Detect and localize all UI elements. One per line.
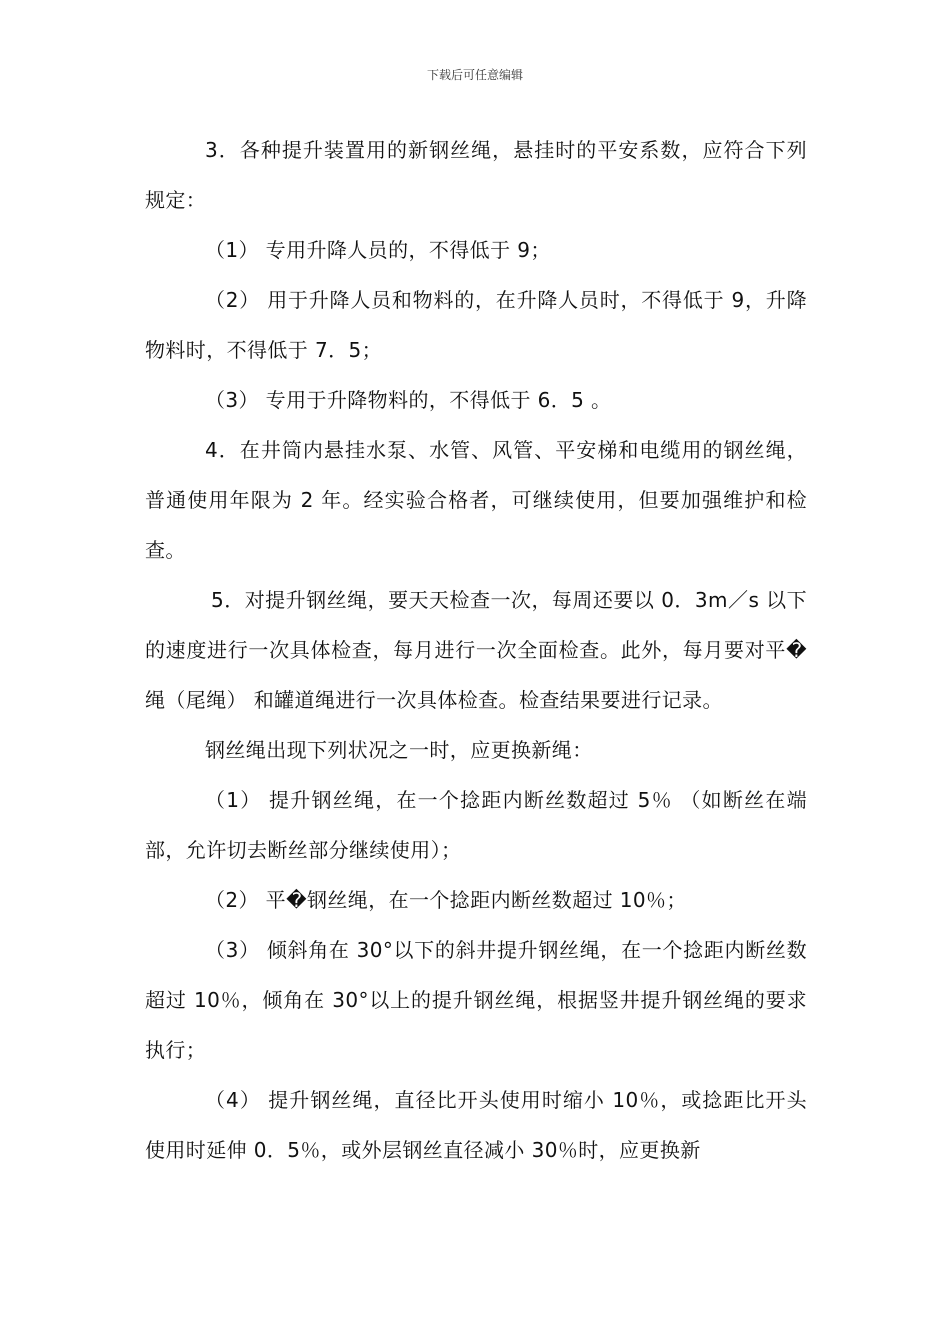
- paragraph-condition-3: （3） 倾斜角在 30°以下的斜井提升钢丝绳，在一个捻距内断丝数超过 10％，倾角在 30°以上的提升钢丝绳，根据竖井提升钢丝绳的要求执行；: [145, 938, 807, 1062]
- paragraph-replace-conditions: 钢丝绳出现下列状况之一时，应更换新绳：: [205, 738, 593, 762]
- paragraph-3-1: （1） 专用升降人员的，不得低于 9；: [205, 238, 551, 262]
- paragraph-5: 5．对提升钢丝绳，要天天检查一次，每周还要以 0．3m／s 以下的速度进行一次具体检查，每月进行一次全面检查。此外，每月要对平�绳（尾绳） 和罐道绳进行一次具体检查。检查结果要进行记录。: [145, 588, 807, 712]
- page-header: 下载后可任意编辑: [426, 68, 523, 82]
- document-body: [145, 125, 807, 1175]
- paragraph-condition-2: （2） 平�钢丝绳，在一个捻距内断丝数超过 10％；: [205, 888, 687, 912]
- paragraph-condition-1: （1） 提升钢丝绳，在一个捻距内断丝数超过 5％ （如断丝在端部，允许切去断丝部分继续使用）；: [145, 788, 807, 862]
- paragraph-3-3: （3） 专用于升降物料的，不得低于 6．5 。: [205, 388, 612, 412]
- paragraph-3: 3．各种提升装置用的新钢丝绳，悬挂时的平安系数，应符合下列规定：: [145, 138, 807, 212]
- paragraph-condition-4: （4） 提升钢丝绳，直径比开头使用时缩小 10％，或捻距比开头使用时延伸 0．5％，或外层钢丝直径减小 30％时，应更换新: [145, 1088, 807, 1162]
- paragraph-3-2: （2） 用于升降人员和物料的，在升降人员时，不得低于 9，升降物料时，不得低于 7．5；: [145, 288, 807, 362]
- paragraph-4: 4．在井筒内悬挂水泵、水管、风管、平安梯和电缆用的钢丝绳，普通使用年限为 2 年。经实验合格者，可继续使用，但要加强维护和检查。: [145, 438, 807, 562]
